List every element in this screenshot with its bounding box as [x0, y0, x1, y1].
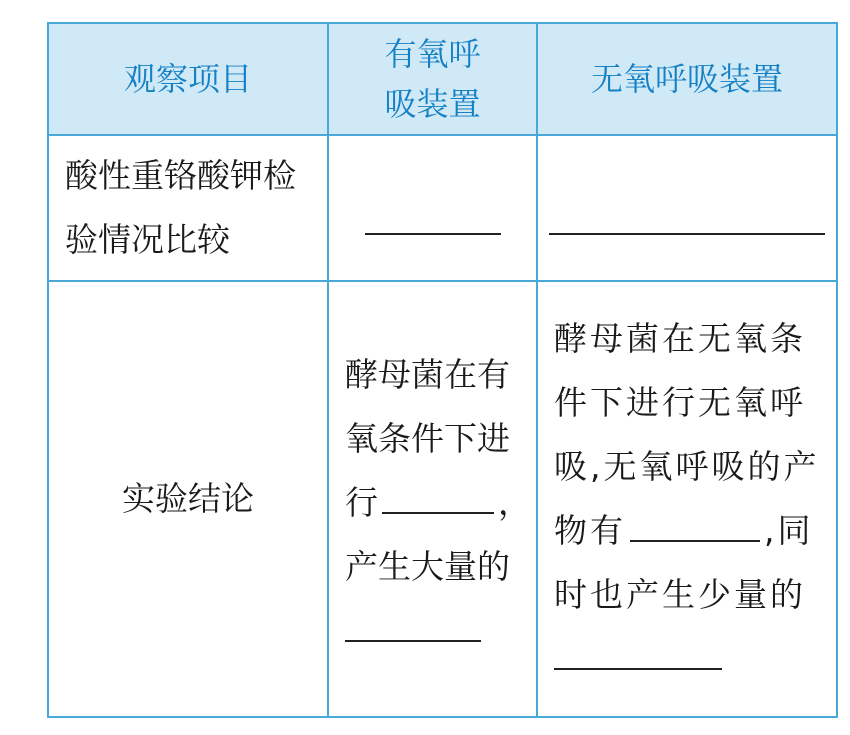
header-anaerobic-device — [538, 24, 836, 134]
anaerobic-line4-pre: 物有 — [554, 511, 626, 550]
answer-blank-anaerobic-small-product[interactable] — [554, 638, 722, 670]
anaerobic-line5: 时也产生少量的 — [554, 575, 806, 614]
anaerobic-line1: 酵母菌在无氧条 — [554, 319, 806, 358]
header-observation-item — [49, 24, 327, 134]
header-observation-item-text: 观察项目 — [123, 60, 252, 98]
answer-blank-anaerobic-product[interactable] — [630, 510, 760, 542]
comparison-table — [47, 22, 838, 718]
header-aerobic-device — [329, 24, 536, 134]
row-conclusion-label-text: 实验结论 — [122, 479, 254, 518]
row-dichromate-anaerobic-cell — [538, 136, 836, 280]
row-conclusion-label — [49, 282, 327, 716]
answer-blank-aerobic-dichromate[interactable] — [365, 219, 501, 235]
row-dichromate-label — [65, 136, 327, 280]
aerobic-line3-post: ， — [498, 483, 531, 522]
row-dichromate-label-line2: 验情况比较 — [65, 220, 230, 259]
aerobic-line3-pre: 行 — [345, 483, 378, 522]
header-aerobic-line2: 吸装置 — [384, 85, 481, 123]
row-dichromate-aerobic-cell — [329, 136, 536, 280]
answer-blank-anaerobic-dichromate[interactable] — [549, 219, 825, 235]
header-anaerobic-text: 无氧呼吸装置 — [590, 60, 783, 98]
anaerobic-line3: 吸,无氧呼吸的产 — [554, 447, 820, 486]
aerobic-line5 — [345, 599, 481, 663]
row-dichromate-label-line1: 酸性重铬酸钾检 — [65, 156, 296, 195]
anaerobic-line4-post: ,同 — [764, 511, 814, 550]
row-conclusion-aerobic-cell — [345, 282, 535, 716]
anaerobic-line2: 件下进行无氧呼 — [554, 383, 806, 422]
header-aerobic-line1: 有氧呼 — [384, 35, 481, 73]
aerobic-line1: 酵母菌在有 — [345, 355, 510, 394]
answer-blank-aerobic-product[interactable] — [345, 610, 481, 642]
anaerobic-line6 — [554, 627, 722, 691]
aerobic-line3 — [345, 471, 531, 535]
row-conclusion-anaerobic-cell — [554, 282, 836, 716]
aerobic-line4: 产生大量的 — [345, 547, 510, 586]
anaerobic-line4 — [554, 499, 814, 563]
answer-blank-aerobic-respiration[interactable] — [382, 482, 494, 514]
aerobic-line2: 氧条件下进 — [345, 419, 510, 458]
